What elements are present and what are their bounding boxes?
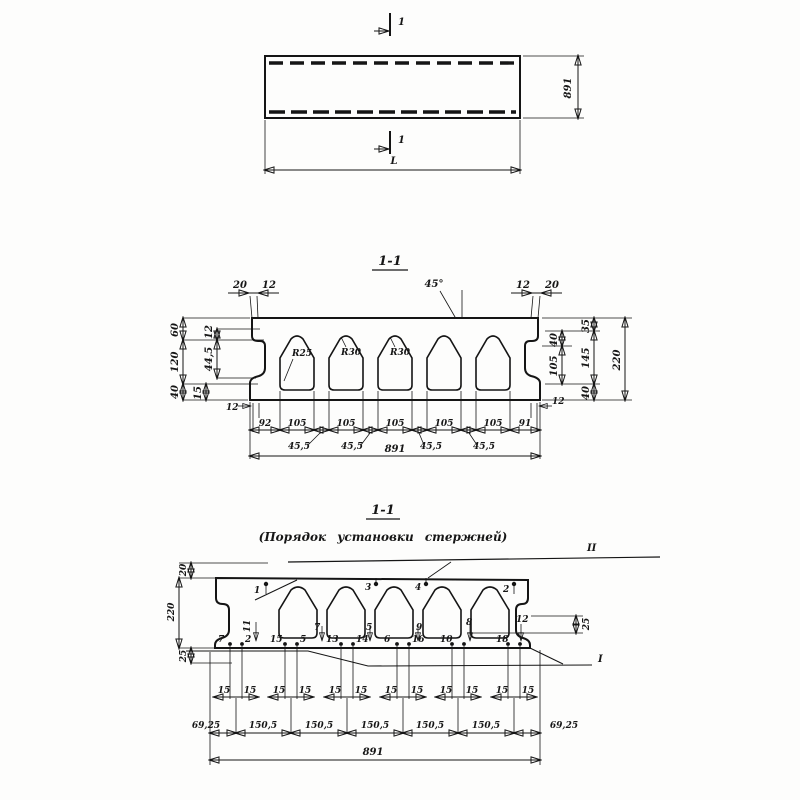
- dim-69-25: 69,25: [549, 721, 579, 731]
- dim-105: 105: [287, 419, 307, 429]
- dim-45-5: 45,5: [341, 442, 363, 452]
- dim-150-5: 150,5: [360, 721, 390, 731]
- dim-15: 15: [193, 386, 204, 400]
- rod-spacing-dims: [214, 686, 536, 697]
- section-mark-top: [374, 13, 405, 36]
- dim-105: 105: [549, 355, 560, 377]
- radius-label: R30: [341, 348, 362, 358]
- top-right-dims: [511, 280, 562, 318]
- dim-15: 15: [243, 686, 257, 696]
- dim-150-5: 150,5: [471, 721, 501, 731]
- dim-25: 25: [179, 649, 189, 663]
- dim-20: 20: [179, 563, 189, 577]
- dim-40: 40: [549, 333, 560, 347]
- length-dim-label: L: [390, 156, 398, 167]
- dim-15: 15: [328, 686, 342, 696]
- dim-15: 15: [410, 686, 424, 696]
- dim-60: 60: [170, 323, 181, 337]
- rod-number: 3: [365, 583, 372, 593]
- dim-40: 40: [170, 385, 181, 399]
- width-dim-label: 891: [563, 77, 574, 99]
- section-mark-top-label: 1: [398, 17, 405, 28]
- dim-15: 15: [354, 686, 368, 696]
- rod-number: 15: [270, 635, 283, 645]
- radius-label: R30: [390, 348, 411, 358]
- section-title: 1-1: [378, 254, 402, 269]
- dim-150-5: 150,5: [304, 721, 334, 731]
- ref-label-II: II: [587, 543, 597, 554]
- rod-number: 12: [516, 615, 529, 625]
- rod-total-dim: [210, 747, 540, 760]
- dim-12: 12: [262, 280, 276, 291]
- section-mark-bottom: [374, 131, 405, 154]
- rod-number: 7: [218, 635, 225, 645]
- rod-number: 9: [416, 623, 423, 633]
- dim-15: 15: [439, 686, 453, 696]
- dim-91: 91: [518, 419, 532, 429]
- rod-number: 6: [384, 635, 391, 645]
- width-dimension: [523, 56, 584, 118]
- dim-92: 92: [258, 419, 272, 429]
- dim-105: 105: [336, 419, 356, 429]
- rod-number: 8: [466, 618, 473, 628]
- radius-label: R25: [292, 349, 313, 359]
- section-mark-bottom-label: 1: [398, 135, 405, 146]
- dim-105: 105: [385, 419, 405, 429]
- dim-15: 15: [521, 686, 535, 696]
- ref-label-I: I: [598, 654, 603, 665]
- dim-35: 35: [581, 319, 592, 333]
- ref-line-II: [288, 543, 660, 578]
- dim-891: 891: [384, 444, 406, 455]
- dim-15: 15: [384, 686, 398, 696]
- dim-20: 20: [545, 280, 559, 291]
- rod-number: 2: [503, 585, 510, 595]
- dim-45-5: 45,5: [420, 442, 442, 452]
- dim-12: 12: [552, 397, 565, 407]
- rod-number: 5: [366, 623, 373, 633]
- rod-installation-section: [167, 503, 660, 765]
- section-1-1: [170, 254, 632, 459]
- rod-number: 7: [314, 623, 321, 633]
- rod-number: 13: [326, 635, 339, 645]
- dim-120: 120: [170, 351, 181, 373]
- rod-number: 2: [245, 635, 252, 645]
- rod-number: 4: [415, 583, 422, 593]
- dim-15: 15: [272, 686, 286, 696]
- rod-number: 10: [440, 635, 453, 645]
- dim-105: 105: [434, 419, 454, 429]
- rod-number: 1: [254, 586, 261, 596]
- dim-15: 15: [495, 686, 509, 696]
- rod-number: 5: [300, 635, 307, 645]
- dim-220: 220: [612, 349, 623, 371]
- rod-section-subtitle: (Порядок установки стержней): [258, 530, 508, 544]
- top-left-dims: [228, 280, 279, 318]
- dim-891: 891: [362, 747, 384, 758]
- dim-150-5: 150,5: [415, 721, 445, 731]
- dim-220: 220: [167, 602, 177, 622]
- dim-15: 15: [465, 686, 479, 696]
- dim-105: 105: [483, 419, 503, 429]
- dim-15: 15: [298, 686, 312, 696]
- rod-number: 11: [243, 619, 253, 633]
- dim-12: 12: [204, 325, 215, 339]
- top-view: [265, 13, 584, 174]
- rod-number: 18: [496, 635, 509, 645]
- dim-12: 12: [226, 403, 239, 413]
- rod-section-title: 1-1: [371, 503, 395, 518]
- dim-69-25: 69,25: [191, 721, 221, 731]
- rod-number: 14: [356, 635, 369, 645]
- rod-number: 16: [412, 635, 425, 645]
- angle-label: 45°: [424, 279, 444, 290]
- dim-145: 145: [581, 347, 592, 369]
- slab-outline: [265, 56, 520, 118]
- dim-44-5: 44,5: [204, 346, 215, 372]
- dim-45-5: 45,5: [473, 442, 495, 452]
- dim-12: 12: [516, 280, 530, 291]
- dim-40: 40: [581, 386, 592, 400]
- dim-15: 15: [217, 686, 231, 696]
- dim-150-5: 150,5: [248, 721, 278, 731]
- ref-line-I: [186, 648, 603, 666]
- dim-25: 25: [582, 617, 592, 631]
- length-dimension: [265, 120, 520, 174]
- dim-45-5: 45,5: [288, 442, 310, 452]
- dim-20: 20: [233, 280, 247, 291]
